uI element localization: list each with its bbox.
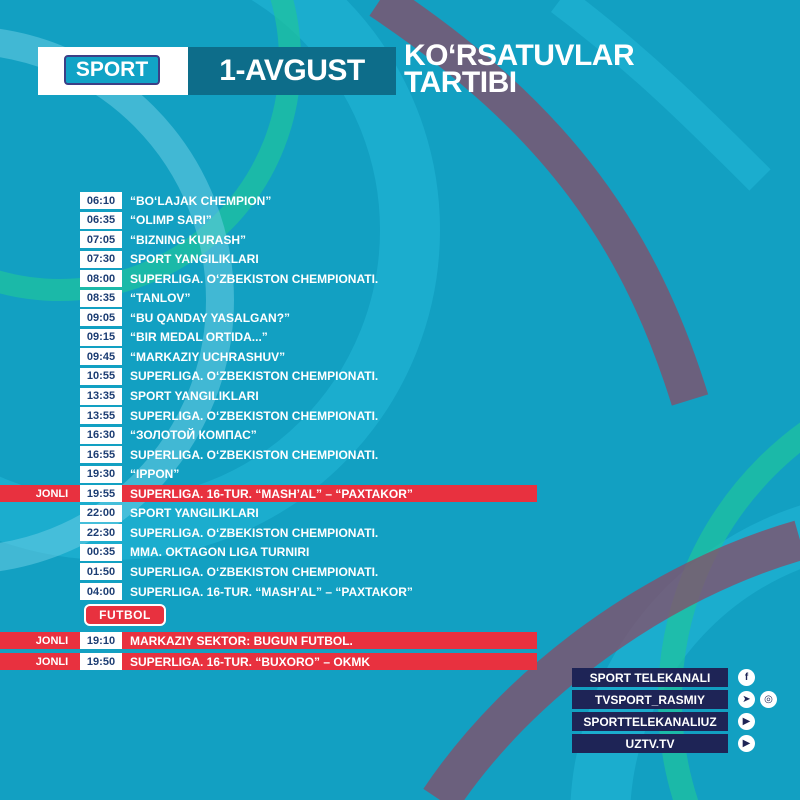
schedule-program: SUPERLIGA. 16-TUR. “BUXORO” – OKMK bbox=[130, 654, 371, 669]
schedule-row bbox=[0, 192, 540, 209]
schedule-time: 08:00 bbox=[80, 270, 122, 287]
title-line-1: KO‘RSATUVLAR bbox=[404, 39, 635, 72]
schedule-time: 07:05 bbox=[80, 231, 122, 248]
schedule-time: 06:35 bbox=[80, 212, 122, 229]
schedule-program: SUPERLIGA. 16-TUR. “MASH’AL” – “PAXTAKOR” bbox=[130, 584, 413, 599]
schedule-program: SUPERLIGA. 16-TUR. “MASH’AL” – “PAXTAKOR” bbox=[130, 486, 413, 501]
schedule-row bbox=[0, 446, 540, 463]
schedule-program: “BO‘LAJAK CHEMPION” bbox=[130, 193, 272, 208]
telegram-icon: ➤ bbox=[738, 691, 755, 708]
schedule-row bbox=[0, 388, 540, 405]
schedule-row bbox=[0, 505, 540, 522]
schedule-program: SUPERLIGA. O‘ZBEKISTON CHEMPIONATI. bbox=[130, 369, 379, 384]
schedule-time: 19:55 bbox=[80, 485, 122, 502]
schedule-row bbox=[0, 231, 540, 248]
schedule-program: “ЗОЛОТОЙ КОМПАС” bbox=[130, 428, 257, 443]
live-schedule-row bbox=[0, 485, 540, 502]
schedule-time: 19:50 bbox=[80, 653, 122, 670]
schedule-program: “MARKAZIY UCHRASHUV” bbox=[130, 349, 286, 364]
social-handle[interactable]: TVSPORT_RASMIY bbox=[572, 690, 728, 709]
schedule-row bbox=[0, 544, 540, 561]
schedule-program: “BU QANDAY YASALGAN?” bbox=[130, 310, 291, 325]
schedule-program: MMA. OKTAGON LIGA TURNIRI bbox=[130, 545, 310, 560]
schedule-program: SPORT YANGILIKLARI bbox=[130, 506, 259, 521]
schedule-time: 19:10 bbox=[80, 632, 122, 649]
schedule-row bbox=[0, 329, 540, 346]
schedule-time: 13:55 bbox=[80, 407, 122, 424]
schedule-row bbox=[0, 407, 540, 424]
facebook-icon: f bbox=[738, 669, 755, 686]
schedule-row bbox=[0, 583, 540, 600]
schedule-program: SPORT YANGILIKLARI bbox=[130, 389, 259, 403]
schedule-time: 13:35 bbox=[80, 388, 122, 405]
instagram-icon: ◎ bbox=[760, 691, 777, 708]
schedule-time: 09:05 bbox=[80, 309, 122, 326]
social-handle[interactable]: SPORTTELEKANALIUZ bbox=[572, 712, 728, 731]
schedule-row bbox=[0, 270, 540, 287]
live-schedule-row bbox=[0, 632, 540, 649]
schedule-row bbox=[0, 251, 540, 268]
schedule-time: 16:55 bbox=[80, 446, 122, 463]
schedule-time: 06:10 bbox=[80, 192, 122, 209]
schedule-program: “TANLOV” bbox=[130, 291, 191, 306]
schedule-time: 22:30 bbox=[80, 524, 122, 541]
schedule-row bbox=[0, 212, 540, 229]
schedule-program: “BIZNING KURASH” bbox=[130, 232, 246, 247]
schedule-time: 19:30 bbox=[80, 466, 122, 483]
schedule-program: “IPPON” bbox=[130, 467, 180, 482]
schedule-time: 04:00 bbox=[80, 583, 122, 600]
social-handle[interactable]: SPORT TELEKANALI bbox=[572, 668, 728, 687]
youtube-icon: ▶ bbox=[738, 713, 755, 730]
schedule-program: SUPERLIGA. O‘ZBEKISTON CHEMPIONATI. bbox=[130, 408, 379, 423]
futbol-logo: FUTBOL bbox=[84, 604, 166, 626]
sport-logo: SPORT bbox=[64, 55, 160, 85]
schedule-row bbox=[0, 368, 540, 385]
schedule-time: 07:30 bbox=[80, 251, 122, 268]
page-title bbox=[404, 39, 635, 99]
date-label: 1-AVGUST bbox=[188, 47, 396, 95]
schedule-row bbox=[0, 563, 540, 580]
schedule-row bbox=[0, 427, 540, 444]
schedule-time: 10:55 bbox=[80, 368, 122, 385]
schedule-time: 08:35 bbox=[80, 290, 122, 307]
schedule-program: SUPERLIGA. O‘ZBEKISTON CHEMPIONATI. bbox=[130, 447, 379, 462]
schedule-time: 09:45 bbox=[80, 348, 122, 365]
schedule-row bbox=[0, 348, 540, 365]
schedule-row bbox=[0, 466, 540, 483]
live-badge: JONLI bbox=[35, 634, 69, 647]
schedule-row bbox=[0, 524, 540, 541]
schedule-time: 22:00 bbox=[80, 505, 122, 522]
schedule-program: SUPERLIGA. O‘ZBEKISTON CHEMPIONATI. bbox=[130, 271, 379, 286]
schedule-time: 09:15 bbox=[80, 329, 122, 346]
schedule-row bbox=[0, 290, 540, 307]
schedule-time: 01:50 bbox=[80, 563, 122, 580]
schedule-program: SUPERLIGA. O‘ZBEKISTON CHEMPIONATI. bbox=[130, 525, 379, 540]
social-handle[interactable]: UZTV.TV bbox=[572, 734, 728, 753]
live-schedule-row bbox=[0, 653, 540, 670]
play-icon: ▶ bbox=[738, 735, 755, 752]
schedule-program: “BIR MEDAL ORTIDA...” bbox=[130, 330, 268, 345]
schedule-row bbox=[0, 309, 540, 326]
title-line-2: TARTIBI bbox=[404, 66, 517, 99]
live-badge: JONLI bbox=[35, 487, 69, 500]
schedule-program: MARKAZIY SEKTOR: BUGUN FUTBOL. bbox=[130, 633, 353, 648]
live-badge: JONLI bbox=[35, 655, 69, 668]
schedule-program: SPORT YANGILIKLARI bbox=[130, 252, 259, 267]
schedule-time: 16:30 bbox=[80, 427, 122, 444]
schedule-time: 00:35 bbox=[80, 544, 122, 561]
schedule-program: “OLIMP SARI” bbox=[130, 213, 212, 228]
schedule-program: SUPERLIGA. O‘ZBEKISTON CHEMPIONATI. bbox=[130, 564, 379, 579]
